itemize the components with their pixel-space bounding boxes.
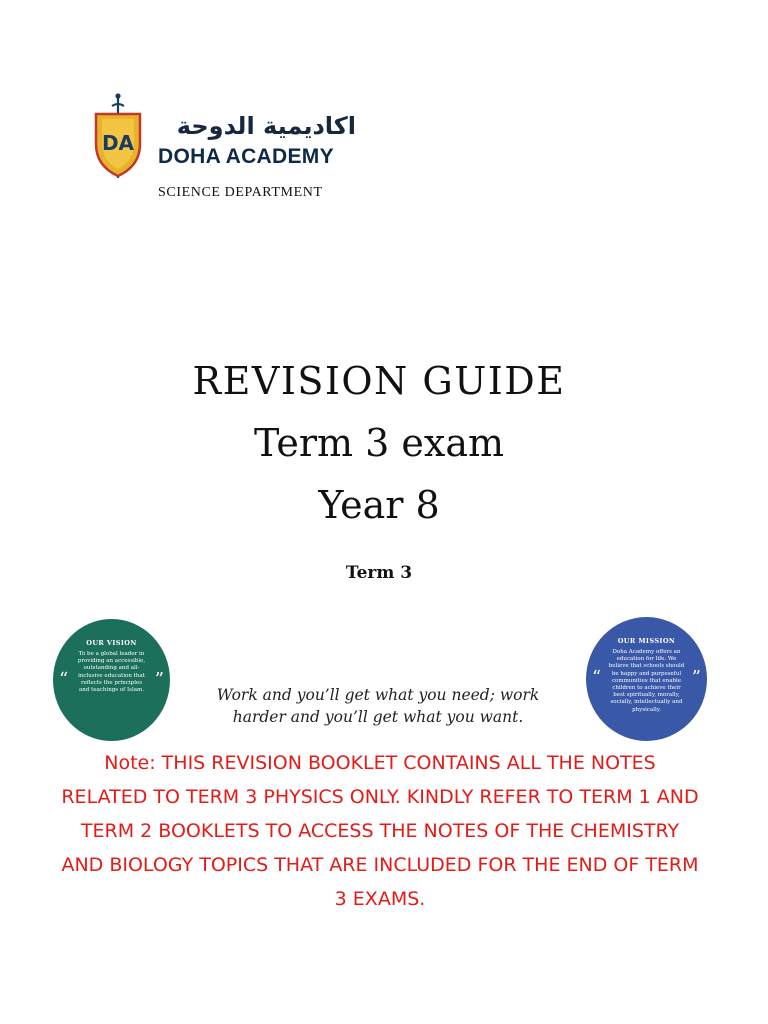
doha-academy-crest-icon: [92, 92, 144, 182]
vision-heading: OUR VISION: [86, 639, 137, 647]
open-quote-icon: “: [592, 667, 602, 688]
close-quote-icon: ”: [154, 669, 164, 690]
mission-heading: OUR MISSION: [617, 637, 676, 645]
term-subtitle: Term 3: [345, 563, 413, 583]
title-line-3: Year 8: [318, 483, 440, 527]
mission-badge: [586, 617, 707, 741]
revision-note: Note: THIS REVISION BOOKLET CONTAINS ALL THE NOTES RELATED TO TERM 3 PHYSICS ONLY. KINDLY REFER TO TERM 1 AND TERM 2 BOOKLETS TO ACCESS THE NOTES OF THE CHEMISTRY AND BIOLOGY TOPICS THAT ARE INCLUDED FOR THE END OF TERM 3 EXAMS.: [61, 752, 699, 910]
close-quote-icon: ”: [691, 667, 701, 688]
document-title: [0, 350, 758, 536]
department-label: SCIENCE DEPARTMENT: [158, 185, 323, 200]
vision-text: To be a global leader in providing an accessible, outstanding and all-inclusive education that reflects the principles and teachings of Islam.: [77, 651, 146, 694]
logo-monogram: DA: [101, 131, 135, 155]
open-quote-icon: “: [59, 669, 69, 690]
title-line-2: Term 3 exam: [253, 421, 505, 465]
school-name-arabic: اكاديمية الدوحة: [176, 112, 356, 140]
title-line-1: REVISION GUIDE: [192, 359, 566, 403]
mission-text: Doha Academy offers an education for life. We believe that schools should be happy and purposeful communities that enable children to achieve their best spiritually, morally, socially, intellectually and physically.: [608, 649, 685, 713]
school-name: DOHA ACADEMY: [158, 145, 334, 168]
motto-quote: Work and you’ll get what you need; work harder and you’ll get what you want.: [216, 686, 540, 726]
vision-badge: [53, 619, 170, 741]
